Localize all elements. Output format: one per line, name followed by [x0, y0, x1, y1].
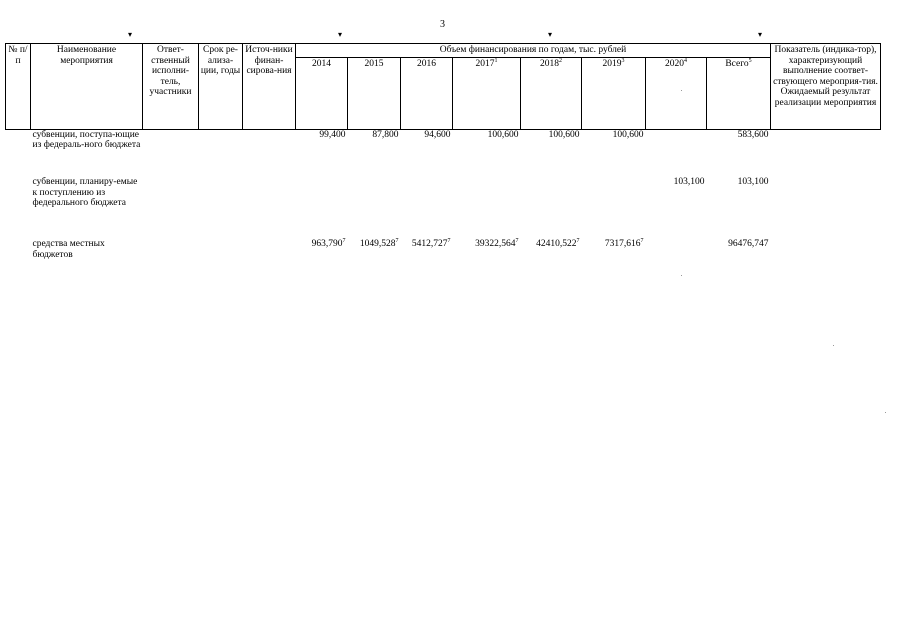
cell-value: 583,600: [737, 129, 769, 140]
cell-value: 39322,564$^7$: [475, 237, 519, 249]
funding-table: [5, 43, 881, 265]
cell-value: [453, 177, 521, 239]
page-number: 3: [440, 19, 445, 30]
cell-value: 103,100: [673, 177, 705, 187]
header-sources: Источ-ники финан-сирова-ния: [243, 44, 296, 130]
row-source-name: субвенции, планиру-емые к поступлению из федерального бюджета: [32, 177, 138, 208]
cell-value: 963,790$^7$: [311, 237, 346, 249]
cell-value: 87,800: [372, 129, 399, 140]
scan-mark: ▾: [338, 30, 343, 39]
header-year: 2020$^4$: [646, 57, 707, 129]
row-source-name: средства местных бюджетов: [32, 239, 105, 260]
header-year: 2014: [296, 57, 348, 129]
header-term: Срок ре-ализа-ции, годы: [199, 44, 243, 130]
cell-value: [521, 177, 582, 239]
cell-value: [646, 239, 707, 265]
scan-mark: ▾: [758, 30, 763, 39]
cell-value: 7317,616$^7$: [604, 237, 644, 249]
cell-value: 94,600: [424, 129, 451, 140]
header-funding-group: Объем финансирования по годам, тыс. рублей: [296, 44, 771, 58]
header-year: 2017$^1$: [453, 57, 521, 129]
cell-value: 5412,727$^7$: [411, 237, 451, 249]
header-name: Наименование мероприятия: [31, 44, 143, 130]
header-year: 2018$^2$: [521, 57, 582, 129]
scan-mark: ▾: [548, 30, 553, 39]
header-num: № п/п: [6, 44, 31, 130]
cell-value: 103,100: [737, 177, 769, 187]
header-total: Всего$^5$: [707, 57, 771, 129]
cell-value: 42410,522$^7$: [536, 237, 580, 249]
header-indicator: Показатель (индика-тор), характеризующий выполнение соответ-ствующего мероприя-тия. Ожидаемый результат реализации мероприятия: [771, 44, 881, 130]
cell-value: 96476,747: [728, 239, 769, 249]
cell-value: [401, 177, 453, 239]
row-source-name: субвенции, поступа-ющие из федераль-ного бюджета: [32, 129, 141, 150]
cell-value: 1049,528$^7$: [359, 237, 399, 249]
cell-value: [646, 129, 707, 177]
cell-value: [348, 177, 401, 239]
scan-speck: [885, 412, 886, 413]
cell-value: 99,400: [319, 129, 346, 140]
cell-value: [582, 177, 646, 239]
header-executor: Ответ-ственный исполни-тель, участники: [143, 44, 199, 130]
table-row: [6, 239, 881, 265]
scan-speck: [681, 275, 682, 276]
table-row: [6, 177, 881, 239]
cell-value: [296, 177, 348, 239]
scan-mark: ▾: [128, 30, 133, 39]
cell-value: 100,600: [612, 129, 644, 140]
header-year: 2019$^3$: [582, 57, 646, 129]
header-year: 2016: [401, 57, 453, 129]
scan-speck: [681, 90, 682, 91]
cell-value: 100,600: [487, 129, 519, 140]
scan-speck: [833, 345, 834, 346]
header-year: 2015: [348, 57, 401, 129]
cell-value: 100,600: [548, 129, 580, 140]
table-row: [6, 129, 881, 177]
